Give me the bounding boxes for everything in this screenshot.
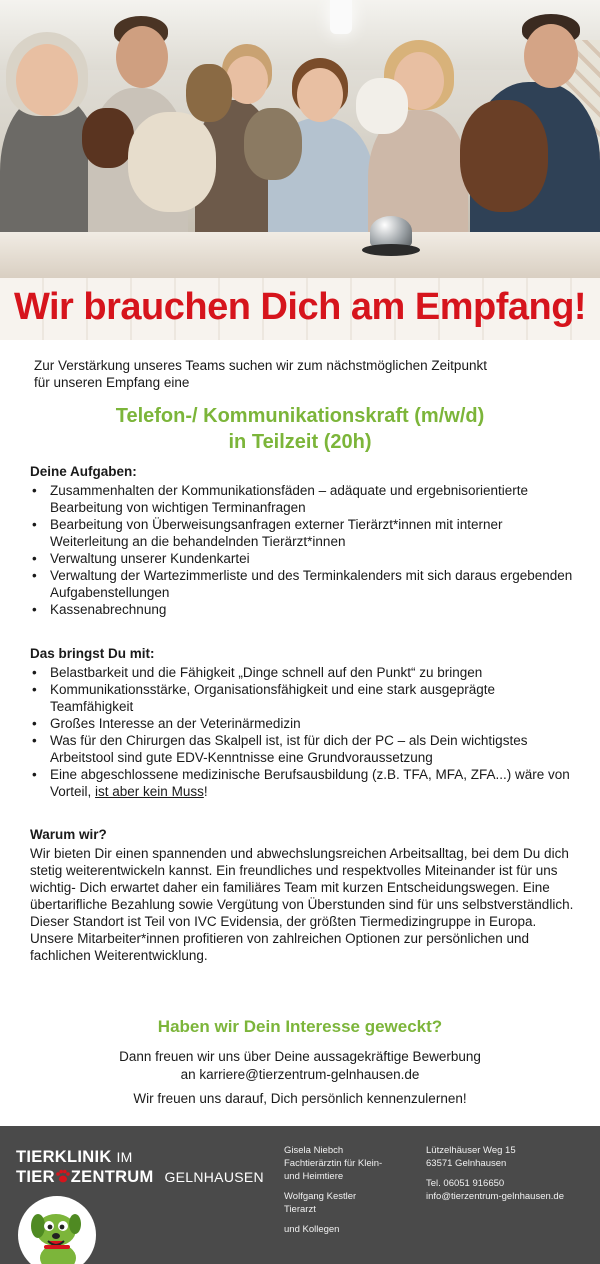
intro-line-2: für unseren Empfang eine <box>34 375 190 390</box>
service-bell-base <box>362 244 420 256</box>
email-address[interactable]: info@tierzentrum-gelnhausen.de <box>426 1191 564 1202</box>
person-1-face <box>16 44 78 116</box>
cta-line-2-email[interactable]: an karriere@tierzentrum-gelnhausen.de <box>180 1067 420 1082</box>
phone-number[interactable]: Tel. 06051 916650 <box>426 1178 505 1189</box>
footer <box>0 1126 600 1264</box>
requirement-education-text: Eine abgeschlossene medizinische Berufsausbildung (z.B. TFA, MFA, ZFA...) wäre von Vorteil, <box>50 767 570 799</box>
requirements-list <box>30 664 575 800</box>
requirement-item: • Belastbarkeit und die Fähigkeit „Dinge schnell auf den Punkt“ zu bringen <box>30 664 575 681</box>
team-photo <box>0 0 600 278</box>
requirements-section <box>30 645 575 800</box>
address-city: 63571 Gelnhausen <box>426 1158 507 1169</box>
contact-person-2: Wolfgang Kestler <box>284 1191 357 1202</box>
spaniel-dog <box>460 100 548 212</box>
terrier-dog <box>186 64 232 122</box>
dachshund-dog <box>82 108 134 168</box>
why-paragraph-1: Wir bieten Dir einen spannenden und abwechslungsreichen Arbeitsalltag, bei dem Du dich stetig weiterentwickeln kannst. Ein freundliches und respektvolles Miteinander ist für uns wichtig- Dich erwartet daher ein familiäres Team mit kurzen Entscheidungswegen. Eine übertarifliche Bezahlung sowie Vergütung von Überstunden sind für uns selbstverständlich. <box>30 846 574 912</box>
task-item: • Verwaltung der Wartezimmerliste und des Terminkalenders mit sich daraus ergebenden Aufgabenstellungen <box>30 567 575 601</box>
job-title-line-1: Telefon-/ Kommunikationskraft (m/w/d) <box>115 405 485 427</box>
person-4-face <box>297 68 343 122</box>
brand-tier: TIER <box>16 1168 55 1186</box>
service-bell-dome <box>370 216 412 246</box>
why-paragraph-2: Dieser Standort ist Teil von IVC Evidensia, der größten Tiermedizingruppe in Europa. Unsere Mitarbeiter*innen profitieren von zahlreichen Optionen zur persönlichen und fachlichen Weiterentwicklung. <box>30 914 537 963</box>
intro-text <box>34 357 574 391</box>
requirement-education-end: ! <box>203 784 208 799</box>
cta-closing: Wir freuen uns darauf, Dich persönlich kennenzulernen! <box>133 1091 467 1106</box>
task-item: • Verwaltung unserer Kundenkartei <box>30 550 575 567</box>
contact-person-1-title-b: und Heimtiere <box>284 1171 344 1182</box>
tasks-heading: Deine Aufgaben: <box>30 464 137 479</box>
service-bell <box>362 216 420 260</box>
person-6-face <box>524 24 578 88</box>
border-terrier-dog <box>244 108 302 180</box>
why-heading: Warum wir? <box>30 827 107 842</box>
brand-im: IM <box>116 1149 133 1165</box>
contact-person-1-title-a: Fachtierärztin für Klein- <box>284 1158 383 1169</box>
task-item: • Kassenabrechnung <box>30 601 575 618</box>
person-3-face <box>226 56 268 104</box>
brand-line-2 <box>16 1168 264 1187</box>
brand-zentrum: ZENTRUM <box>70 1168 154 1186</box>
brand-line-1 <box>16 1148 133 1167</box>
brand-tierklinik: TIERKLINIK <box>16 1148 112 1166</box>
address-street: Lützelhäuser Weg 15 <box>426 1145 516 1156</box>
paw-icon <box>55 1169 71 1183</box>
dog-mascot-icon <box>18 1196 96 1264</box>
cta-line-1: Dann freuen wir uns über Deine aussagekräftige Bewerbung <box>119 1049 481 1064</box>
job-title <box>0 403 600 455</box>
requirement-item: • Kommunikationsstärke, Organisationsfähigkeit und eine stark ausgeprägte Teamfähigkeit <box>30 681 575 715</box>
dog-mascot-logo <box>18 1196 96 1264</box>
intro-line-1: Zur Verstärkung unseres Teams suchen wir zum nächstmöglichen Zeitpunkt <box>34 358 487 373</box>
page-headline: Wir brauchen Dich am Empfang! <box>13 286 587 328</box>
cta-heading: Haben wir Dein Interesse geweckt? <box>157 1017 443 1036</box>
ceiling-lamp <box>330 0 352 34</box>
ceiling <box>0 0 600 70</box>
white-dog <box>356 78 408 134</box>
cta-text <box>0 1048 600 1084</box>
requirement-item: • Großes Interesse an der Veterinärmedizin <box>30 715 575 732</box>
contact-others: und Kollegen <box>284 1224 340 1235</box>
address-block <box>426 1144 564 1203</box>
tasks-section <box>30 463 575 618</box>
brand-gelnhausen: GELNHAUSEN <box>164 1169 264 1185</box>
contact-persons <box>284 1144 382 1236</box>
task-item: • Bearbeitung von Überweisungsanfragen externer Tierärzt*innen mit interner Weiterleitung an die behandelnden Tierärzt*innen <box>30 516 575 550</box>
contact-person-1: Gisela Niebch <box>284 1145 344 1156</box>
task-item: • Zusammenhalten der Kommunikationsfäden – adäquate und ergebnisorientierte Bearbeitung von wichtigen Terminanfragen <box>30 482 575 516</box>
doodle-dog <box>128 112 216 212</box>
contact-person-2-title: Tierarzt <box>284 1204 316 1215</box>
reception-counter <box>0 232 600 278</box>
requirement-item: • Was für den Chirurgen das Skalpell ist, ist für dich der PC – als Dein wichtigstes Arbeitstool sind gute EDV-Kenntnisse eine Grundvoraussetzung <box>30 732 575 766</box>
requirement-education-underlined: ist aber kein Muss <box>95 784 204 799</box>
job-title-line-2: in Teilzeit (20h) <box>228 431 372 453</box>
person-2-face <box>116 26 168 88</box>
tasks-list <box>30 482 575 618</box>
why-section <box>30 826 575 964</box>
requirements-heading: Das bringst Du mit: <box>30 646 155 661</box>
requirement-item-education <box>30 766 575 800</box>
